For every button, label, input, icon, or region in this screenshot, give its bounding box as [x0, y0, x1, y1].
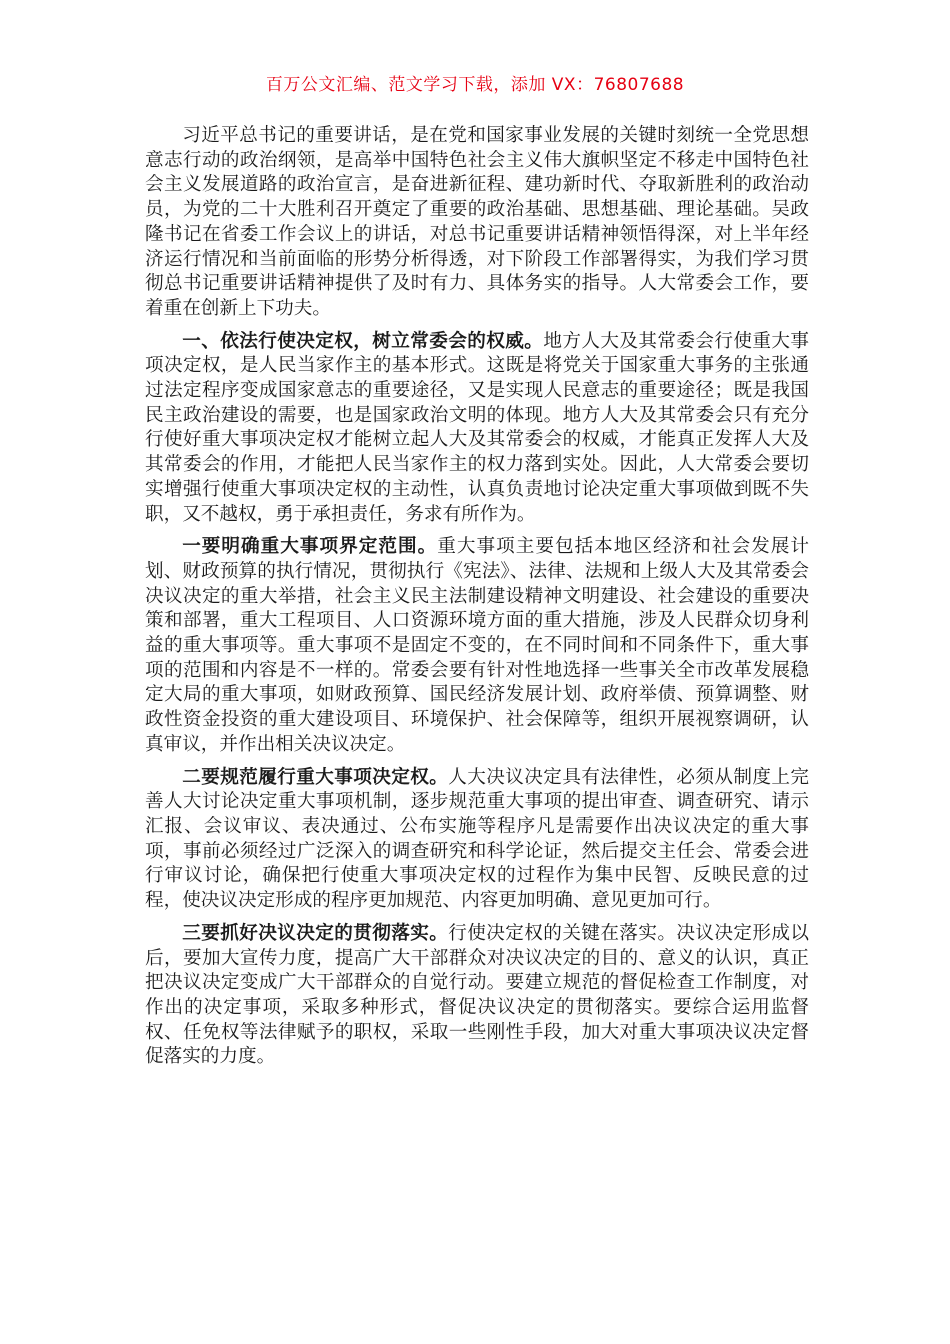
- paragraph-point-3: [145, 922, 809, 1070]
- paragraph-text: 习近平总书记的重要讲话，是在党和国家事业发展的关键时刻统一全党思想意志行动的政治纲领，是高举中国特色社会主义伟大旗帜坚定不移走中国特色社会主义发展道路的政治宣言，是奋进新征程、建功新时代、夺取新胜利的政治动员，为党的二十大胜利召开奠定了重要的政治基础、思想基础、理论基础。吴政隆书记在省委工作会议上的讲话，对总书记重要讲话精神领悟得深，对上半年经济运行情况和当前面临的形势分析得透，对下阶段工作部署得实，为我们学习贯彻总书记重要讲话精神提供了及时有力、具体务实的指导。人大常委会工作，要着重在创新上下功夫。: [145, 125, 809, 319]
- paragraph-intro: [145, 124, 809, 322]
- paragraph-text: 行使决定权的关键在落实。决议决定形成以后，要加大宣传力度，提高广大干部群众对决议决定的目的、意义的认识，真正把决议决定变成广大干部群众的自觉行动。要建立规范的督促检查工作制度，对作出的决定事项，采取多种形式，督促决议决定的贯彻落实。要综合运用监督权、任免权等法律赋予的职权，采取一些刚性手段，加大对重大事项决议决定督促落实的力度。: [145, 922, 809, 1068]
- paragraph-lead: 二要规范履行重大事项决定权。: [182, 766, 449, 788]
- paragraph-section-1: [145, 330, 809, 528]
- paragraph-text: 地方人大及其常委会行使重大事项决定权，是人民当家作主的基本形式。这既是将党关于国家重大事务的主张通过法定程序变成国家意志的重要途径，又是实现人民意志的重要途径；既是我国民主政治建设的需要，也是国家政治文明的体现。地方人大及其常委会只有充分行使好重大事项决定权才能树立起人大及其常委会的权威，才能真正发挥人大及其常委会的作用，才能把人民当家作主的权力落到实处。因此，人大常委会要切实增强行使重大事项决定权的主动性，认真负责地讨论决定重大事项做到既不失职，又不越权，勇于承担责任，务求有所作为。: [145, 330, 809, 525]
- page-header-banner: 百万公文汇编、范文学习下载，添加 VX：76807688: [265, 75, 685, 95]
- paragraph-lead: 一要明确重大事项界定范围。: [182, 536, 438, 558]
- paragraph-text: 重大事项主要包括本地区经济和社会发展计划、财政预算的执行情况，贯彻执行《宪法》、法律、法规和上级人大及其常委会决议决定的重大举措，社会主义民主法制建设精神文明建设、社会建设的重要决策和部署，重大工程项目、人口资源环境方面的重大措施，涉及人民群众切身利益的重大事项等。重大事项不是固定不变的，在不同时间和不同条件下，重大事项的范围和内容是不一样的。常委会要有针对性地选择一些事关全市改革发展稳定大局的重大事项，如财政预算、国民经济发展计划、政府举债、预算调整、财政性资金投资的重大建设项目、环境保护、社会保障等，组织开展视察调研，认真审议，并作出相关决议决定。: [145, 536, 809, 755]
- paragraph-text: 人大决议决定具有法律性，必须从制度上完善人大讨论决定重大事项机制，逐步规范重大事项的提出审查、调查研究、请示汇报、会议审议、表决通过、公布实施等程序凡是需要作出决议决定的重大事项，事前必须经过广泛深入的调查研究和科学论证，然后提交主任会、常委会进行审议讨论，确保把行使重大事项决定权的过程作为集中民智、反映民意的过程，使决议决定形成的程序更加规范、内容更加明确、意见更加可行。: [145, 766, 809, 912]
- paragraph-lead: 一、依法行使决定权，树立常委会的权威。: [182, 330, 544, 352]
- paragraph-lead: 三要抓好决议决定的贯彻落实。: [182, 922, 449, 944]
- paragraph-point-1: [145, 535, 809, 757]
- paragraph-point-2: [145, 766, 809, 914]
- document-body: [145, 124, 809, 1078]
